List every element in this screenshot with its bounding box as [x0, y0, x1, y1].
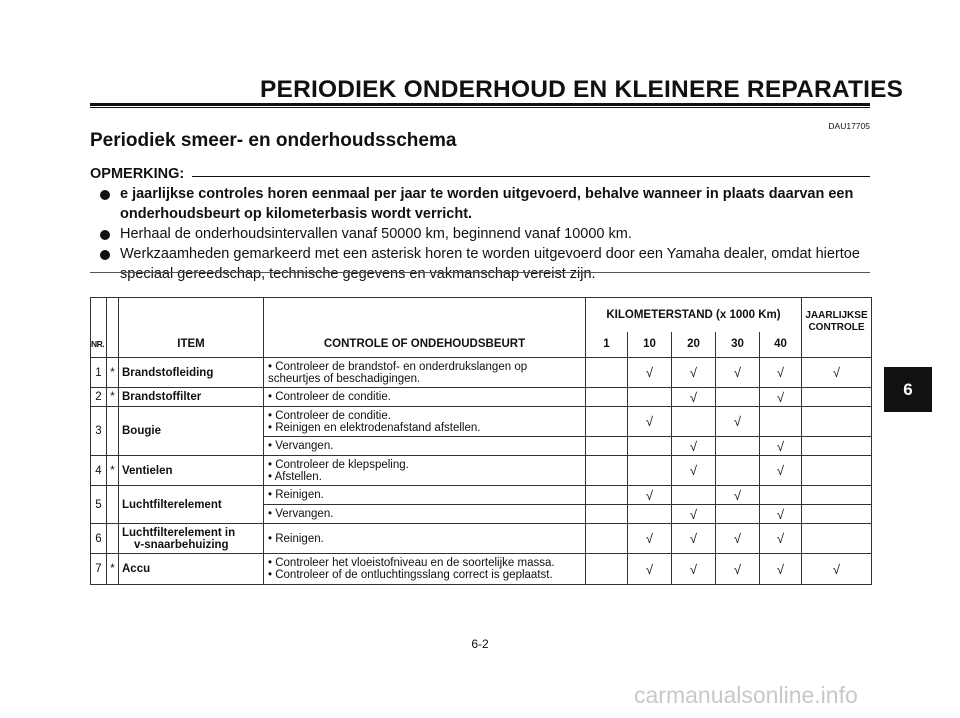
header-yearly: [802, 298, 872, 358]
table-row: [91, 358, 872, 388]
chapter-tab: 6: [884, 367, 932, 412]
check-mark: √: [760, 554, 802, 585]
page-number: 6-2: [471, 637, 489, 651]
table-row: [91, 407, 872, 437]
check-mark: √: [628, 486, 672, 505]
check-cell: [586, 388, 628, 407]
note-bullet-2: [120, 224, 872, 244]
check-cell: [628, 456, 672, 486]
check-mark: √: [628, 524, 672, 554]
header-km-30: 30: [716, 332, 760, 358]
row-nr: 6: [91, 524, 107, 554]
note-label: OPMERKING:: [90, 166, 185, 182]
check-cell: [586, 524, 628, 554]
header-km-10: 10: [628, 332, 672, 358]
check-cell: [586, 456, 628, 486]
row-item: Ventielen: [119, 456, 264, 486]
row-asterisk: *: [107, 388, 119, 407]
check-mark: √: [628, 407, 672, 437]
check-cell: [586, 358, 628, 388]
row-action: [264, 456, 586, 486]
maintenance-schedule-table: [90, 297, 872, 585]
check-mark: √: [802, 358, 872, 388]
row-nr: 7: [91, 554, 107, 585]
header-ast: [107, 332, 119, 358]
check-mark: √: [760, 456, 802, 486]
row-action-line2: • Reinigen en elektrodenafstand afstellen.: [268, 421, 481, 434]
row-action-line1: • Controleer de conditie.: [268, 409, 391, 422]
check-cell: [628, 437, 672, 456]
row-action-line2: • Afstellen.: [268, 470, 322, 483]
header-rule-thin: [90, 107, 870, 108]
check-cell: [802, 456, 872, 486]
table-row: [91, 554, 872, 585]
table-row: [91, 486, 872, 505]
table-row: [91, 524, 872, 554]
check-mark: √: [760, 437, 802, 456]
watermark: carmanualsonline.info: [634, 682, 858, 708]
header-nr-cell-top: [91, 298, 107, 332]
check-mark: √: [716, 524, 760, 554]
page-header-title: PERIODIEK ONDERHOUD EN KLEINERE REPARATIES: [260, 76, 904, 103]
row-item: Accu: [119, 554, 264, 585]
check-cell: [672, 486, 716, 505]
row-action: • Reinigen.: [264, 524, 586, 554]
header-check: CONTROLE OF ONDEHOUDSBEURT: [264, 332, 586, 358]
row-item: Brandstoffilter: [119, 388, 264, 407]
header-km-20: 20: [672, 332, 716, 358]
check-cell: [802, 388, 872, 407]
row-asterisk: [107, 407, 119, 456]
check-mark: √: [672, 456, 716, 486]
note-bullet-3: [120, 244, 872, 284]
header-km-group: KILOMETERSTAND (x 1000 Km): [586, 298, 802, 332]
row-asterisk: [107, 486, 119, 524]
row-action: [264, 554, 586, 585]
table-row: [91, 388, 872, 407]
check-mark: √: [628, 358, 672, 388]
check-cell: [628, 388, 672, 407]
row-asterisk: [107, 524, 119, 554]
check-mark: √: [760, 505, 802, 524]
note-bullet-1-line1: e jaarlijkse controles horen eenmaal per jaar te worden uitgevoerd, behalve wanneer in plaats daarvan een: [120, 186, 854, 202]
check-mark: √: [760, 388, 802, 407]
row-action-line1: • Controleer het vloeistofniveau en de soortelijke massa.: [268, 557, 555, 569]
check-cell: [586, 486, 628, 505]
bullet-icon: [100, 190, 110, 200]
header-km-1: 1: [586, 332, 628, 358]
check-cell: [628, 505, 672, 524]
header-ast-cell-top: [107, 298, 119, 332]
section-title: Periodiek smeer- en onderhoudsschema: [90, 130, 457, 151]
check-mark: √: [716, 358, 760, 388]
row-item: Bougie: [119, 407, 264, 456]
check-cell: [716, 505, 760, 524]
row-action-line2: scheurtjes of beschadigingen.: [268, 372, 421, 385]
row-item: [119, 524, 264, 554]
header-yearly-line1: JAARLIJKSE: [805, 310, 868, 321]
note-bullet-1-line2: onderhoudsbeurt op kilometerbasis wordt verricht.: [120, 206, 473, 222]
header-yearly-line2: CONTROLE: [808, 322, 865, 333]
row-asterisk: *: [107, 358, 119, 388]
check-cell: [586, 554, 628, 585]
check-mark: √: [716, 407, 760, 437]
note-bullet-3-line1: Werkzaamheden gemarkeerd met een asterisk horen te worden uitgevoerd door een Yamaha dealer, omdat hiertoe: [120, 246, 860, 262]
note-bullet-3-line2: speciaal gereedschap, technische gegevens en vakmanschap vereist zijn.: [120, 266, 596, 282]
row-action: • Reinigen.: [264, 486, 586, 505]
row-item: Brandstofleiding: [119, 358, 264, 388]
check-cell: [802, 505, 872, 524]
row-nr: 3: [91, 407, 107, 456]
check-cell: [760, 486, 802, 505]
row-action: • Vervangen.: [264, 505, 586, 524]
row-action: • Vervangen.: [264, 437, 586, 456]
note-rule: [192, 176, 870, 177]
header-item-cell-top: [119, 298, 264, 332]
check-mark: √: [672, 554, 716, 585]
check-cell: [672, 407, 716, 437]
check-cell: [716, 456, 760, 486]
row-asterisk: *: [107, 554, 119, 585]
row-action: [264, 358, 586, 388]
check-cell: [802, 486, 872, 505]
note-bullet-1: [120, 184, 872, 224]
bullet-icon: [100, 250, 110, 260]
check-mark: √: [628, 554, 672, 585]
row-nr: 4: [91, 456, 107, 486]
row-item-line2: v-snaarbehuizing: [134, 538, 229, 551]
header-rule-thick: [90, 103, 870, 106]
check-mark: √: [802, 554, 872, 585]
row-nr: 1: [91, 358, 107, 388]
row-nr: 5: [91, 486, 107, 524]
row-action: [264, 407, 586, 437]
check-cell: [586, 407, 628, 437]
note-end-rule: [90, 272, 870, 273]
row-nr: 2: [91, 388, 107, 407]
header-check-cell-top: [264, 298, 586, 332]
check-cell: [716, 437, 760, 456]
row-action: • Controleer de conditie.: [264, 388, 586, 407]
check-cell: [716, 388, 760, 407]
row-item-line1: Luchtfilterelement in: [122, 526, 236, 539]
check-cell: [586, 505, 628, 524]
row-item: Luchtfilterelement: [119, 486, 264, 524]
check-mark: √: [760, 358, 802, 388]
table-row: [91, 456, 872, 486]
note-bullet-2-line1: Herhaal de onderhoudsintervallen vanaf 50000 km, beginnend vanaf 10000 km.: [120, 226, 632, 242]
header-item: ITEM: [119, 332, 264, 358]
check-mark: √: [716, 554, 760, 585]
check-cell: [802, 524, 872, 554]
header-nr: NR.: [91, 332, 107, 358]
check-mark: √: [672, 505, 716, 524]
check-cell: [802, 437, 872, 456]
row-asterisk: *: [107, 456, 119, 486]
check-cell: [586, 437, 628, 456]
header-km-40: 40: [760, 332, 802, 358]
check-cell: [802, 407, 872, 437]
bullet-icon: [100, 230, 110, 240]
check-cell: [760, 407, 802, 437]
check-mark: √: [760, 524, 802, 554]
document-code: DAU17705: [828, 121, 870, 131]
check-mark: √: [672, 388, 716, 407]
row-action-line1: • Controleer de brandstof- en onderdrukslangen op: [268, 360, 528, 373]
check-mark: √: [672, 358, 716, 388]
check-mark: √: [672, 437, 716, 456]
check-mark: √: [672, 524, 716, 554]
check-mark: √: [716, 486, 760, 505]
row-action-line1: • Controleer de klepspeling.: [268, 458, 409, 471]
row-action-line2: • Controleer of de ontluchtingsslang correct is geplaatst.: [268, 569, 553, 581]
